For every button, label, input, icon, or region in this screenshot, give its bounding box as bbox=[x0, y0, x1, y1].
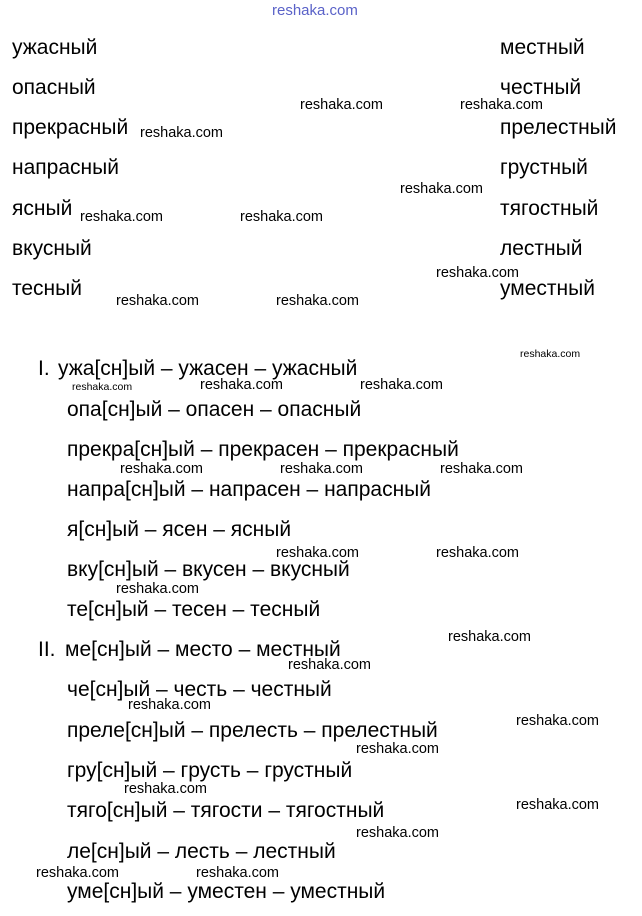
word-right: местный bbox=[500, 36, 585, 59]
analysis-line: напра[сн]ый – напрасен – напрасный bbox=[67, 478, 432, 501]
word-left: тесный bbox=[12, 277, 82, 300]
watermark: reshaka.com bbox=[300, 97, 384, 113]
analysis-line: те[сн]ый – тесен – тесный bbox=[67, 598, 321, 621]
word-right: лестный bbox=[500, 237, 583, 260]
analysis-line: ле[сн]ый – лесть – лестный bbox=[67, 840, 336, 863]
watermark: reshaka.com bbox=[400, 181, 484, 197]
watermark: reshaka.com bbox=[116, 293, 200, 309]
watermark: reshaka.com bbox=[356, 825, 440, 841]
analysis-line: прекра[сн]ый – прекрасен – прекрасный bbox=[67, 438, 459, 461]
header-watermark: reshaka.com bbox=[272, 2, 358, 19]
watermark: reshaka.com bbox=[72, 381, 133, 393]
watermark: reshaka.com bbox=[196, 865, 280, 881]
watermark: reshaka.com bbox=[356, 741, 440, 757]
word-left: опасный bbox=[12, 76, 96, 99]
word-right: грустный bbox=[500, 156, 588, 179]
watermark: reshaka.com bbox=[128, 697, 212, 713]
watermark: reshaka.com bbox=[140, 125, 224, 141]
watermark: reshaka.com bbox=[120, 461, 204, 477]
watermark: reshaka.com bbox=[276, 293, 360, 309]
watermark: reshaka.com bbox=[276, 545, 360, 561]
watermark: reshaka.com bbox=[240, 209, 324, 225]
analysis-line: гру[сн]ый – грусть – грустный bbox=[67, 759, 353, 782]
section-two-label: II. bbox=[38, 638, 56, 661]
word-left: ясный bbox=[12, 197, 73, 220]
word-left: ужасный bbox=[12, 36, 98, 59]
watermark: reshaka.com bbox=[124, 781, 208, 797]
analysis-line: опа[сн]ый – опасен – опасный bbox=[67, 398, 362, 421]
analysis-line: я[сн]ый – ясен – ясный bbox=[67, 518, 292, 541]
word-right: честный bbox=[500, 76, 582, 99]
watermark: reshaka.com bbox=[280, 461, 364, 477]
analysis-line: ужа[сн]ый – ужасен – ужасный bbox=[58, 357, 358, 380]
analysis-line: уме[сн]ый – уместен – уместный bbox=[67, 880, 386, 903]
watermark: reshaka.com bbox=[36, 865, 120, 881]
analysis-line: преле[сн]ый – прелесть – прелестный bbox=[67, 719, 438, 742]
analysis-line: тяго[сн]ый – тягости – тягостный bbox=[67, 799, 385, 822]
watermark: reshaka.com bbox=[360, 377, 444, 393]
watermark: reshaka.com bbox=[516, 713, 600, 729]
watermark: reshaka.com bbox=[520, 348, 581, 360]
watermark: reshaka.com bbox=[436, 265, 520, 281]
watermark: reshaka.com bbox=[116, 581, 200, 597]
watermark: reshaka.com bbox=[448, 629, 532, 645]
watermark: reshaka.com bbox=[200, 377, 284, 393]
word-left: напрасный bbox=[12, 156, 119, 179]
watermark: reshaka.com bbox=[436, 545, 520, 561]
watermark: reshaka.com bbox=[460, 97, 544, 113]
word-right: уместный bbox=[500, 277, 595, 300]
watermark: reshaka.com bbox=[516, 797, 600, 813]
watermark: reshaka.com bbox=[440, 461, 524, 477]
word-left: прекрасный bbox=[12, 116, 129, 139]
word-right: прелестный bbox=[500, 116, 617, 139]
analysis-line: ме[сн]ый – место – местный bbox=[65, 638, 341, 661]
word-right: тягостный bbox=[500, 197, 599, 220]
watermark: reshaka.com bbox=[288, 657, 372, 673]
watermark: reshaka.com bbox=[80, 209, 164, 225]
section-one-label: I. bbox=[38, 357, 50, 380]
analysis-line: вку[сн]ый – вкусен – вкусный bbox=[67, 558, 350, 581]
analysis-line: че[сн]ый – честь – честный bbox=[67, 678, 332, 701]
word-left: вкусный bbox=[12, 237, 92, 260]
